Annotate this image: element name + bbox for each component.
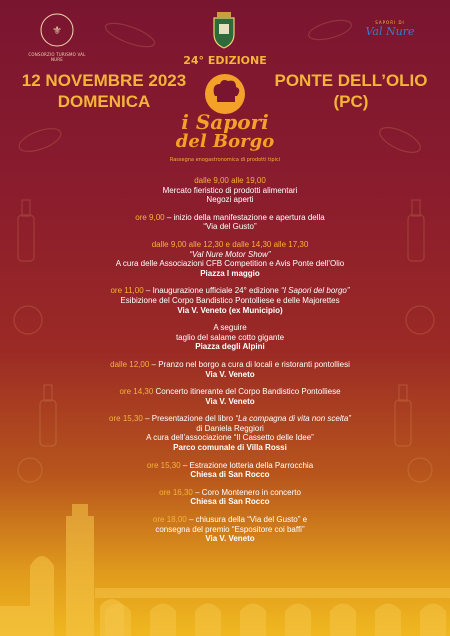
program-venue: Piazza I maggio: [200, 268, 260, 278]
event-place: [266, 70, 436, 112]
consortium-logo-text: CONSORZIO TURISMO VAL NURE: [28, 52, 86, 62]
program-item: [70, 176, 390, 205]
event-brand-logo: [170, 72, 280, 162]
program-line: A cura dell’associazione “Il Cassetto delle Idee”: [146, 433, 314, 443]
program-line: di Daniela Reggiori: [196, 423, 264, 433]
program-text: – Inaugurazione ufficiale 24° edizione: [143, 286, 282, 296]
program-time: dalle 9,00 alle 19,00: [194, 176, 266, 185]
program-line: “Via del Gusto”: [203, 222, 257, 232]
program-time: ore 15,30: [109, 414, 143, 424]
program-venue: Chiesa di San Rocco: [190, 470, 270, 480]
program-text: – chiusura della “Via del Gusto” e: [186, 515, 308, 525]
program-time: dalle 9,00 alle 12,30 e dalle 14,30 alle 17,30: [151, 239, 309, 249]
program-time: ore 18,00: [152, 515, 187, 525]
program-venue: Via V. Veneto (ex Municipio): [177, 305, 283, 315]
program-item: [70, 323, 390, 352]
program-text-italic: “La compagna di vita non scelta”: [235, 414, 351, 424]
event-date: [14, 70, 194, 112]
town-silhouette: [0, 496, 450, 636]
event-tagline: Rassegna enogastronomica di prodotti tipici: [169, 157, 281, 163]
program-line: A seguire: [213, 323, 247, 333]
program-venue: Via V. Veneto: [205, 534, 255, 544]
program-venue: Via V. Veneto: [205, 369, 255, 379]
program-venue: Piazza degli Alpini: [195, 342, 265, 352]
program-time: dalle 12,00: [110, 359, 150, 369]
program-venue: Via V. Veneto: [205, 396, 255, 406]
program-item: [70, 240, 390, 278]
program-time: ore 11,00: [110, 286, 144, 296]
event-date-weekday: DOMENICA: [57, 92, 151, 111]
brand-title-line2: del Borgo: [175, 131, 275, 152]
program-item: [70, 414, 390, 452]
program-text: Concerto itinerante del Corpo Bandistico Pontolliese: [153, 387, 341, 397]
program-line: taglio del salame cotto gigante: [175, 332, 285, 342]
program-item: [70, 286, 390, 315]
program-text: – Estrazione lotteria della Parrocchia: [180, 460, 314, 470]
program-time: ore 14,30: [119, 387, 154, 397]
municipal-crest-icon: [208, 10, 240, 50]
program-venue: Parco comunale di Villa Rossi: [173, 443, 287, 453]
program-line: A cura delle Associazioni CFB Competition e Avis Ponte dell’Olio: [115, 259, 345, 269]
program-item: [70, 213, 390, 232]
program-text: – inizio della manifestazione e apertura della: [164, 212, 325, 222]
val-nure-logo-top: SAPORI DI: [375, 20, 405, 25]
program-line: Esibizione del Corpo Bandistico Pontolliese e delle Majorettes: [120, 295, 340, 305]
event-date-day: 12 NOVEMBRE 2023: [21, 71, 187, 90]
consortium-logo: [28, 12, 86, 62]
program-subtitle: “Val Nure Motor Show”: [189, 249, 271, 259]
program-time: ore 15,30: [146, 460, 181, 470]
program-line: consegna del premio “Espositore coi baffi”: [155, 524, 305, 534]
program-text: – Presentazione del libro: [142, 414, 236, 424]
val-nure-logo: [360, 20, 420, 50]
svg-text:⚜: ⚜: [52, 24, 62, 37]
event-place-town: PONTE DELL’OLIO: [274, 71, 428, 90]
program-text: – Pranzo nel borgo a cura di locali e ristoranti pontolliesi: [149, 359, 350, 369]
program-line: Negozi aperti: [206, 195, 254, 205]
program-time: ore 16,30: [159, 487, 193, 497]
program-item: [70, 387, 390, 406]
program-item: [70, 461, 390, 480]
edition-label: 24° EDIZIONE: [183, 54, 267, 67]
program-text-italic: “I Sapori del borgo”: [281, 286, 350, 296]
event-place-province: (PC): [333, 92, 369, 111]
program-item: [70, 360, 390, 379]
program-venue: Chiesa di San Rocco: [190, 497, 270, 507]
program-line: Mercato fieristico di prodotti alimentari: [162, 185, 298, 195]
brand-title-line1: i Sapori: [181, 110, 269, 134]
program-text: – Coro Montenero in concerto: [192, 487, 301, 497]
val-nure-logo-main: Val Nure: [365, 25, 415, 38]
program-time: ore 9,00: [135, 212, 165, 222]
